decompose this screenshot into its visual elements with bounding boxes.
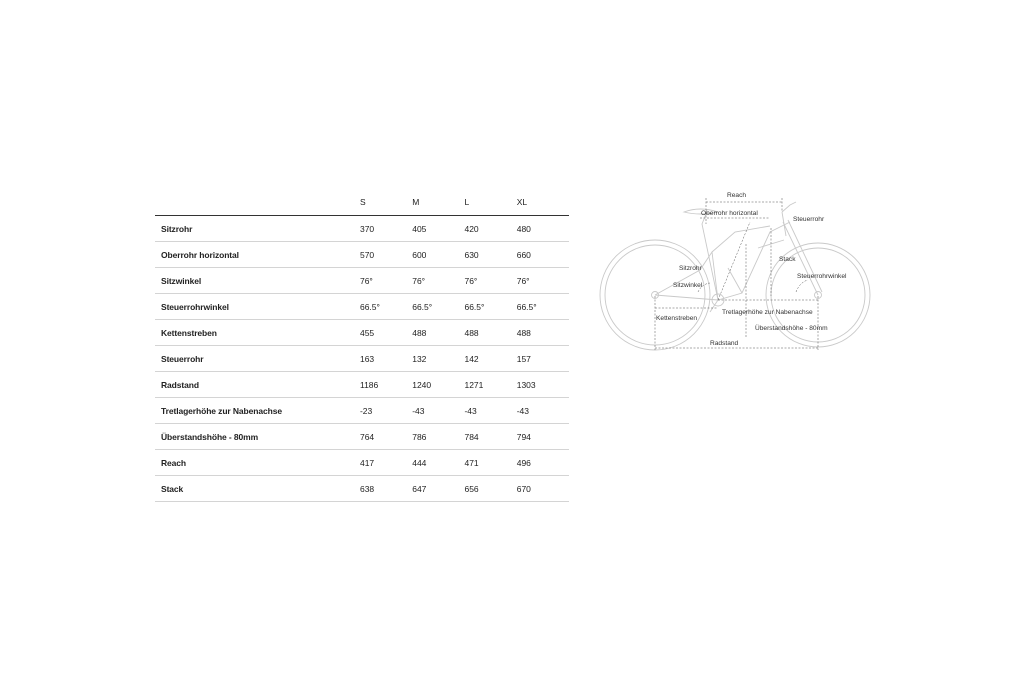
label-stack: Stack <box>779 256 796 263</box>
cell-value: 76° <box>360 268 412 294</box>
cell-value: 417 <box>360 450 412 476</box>
cell-value: 66.5° <box>412 294 464 320</box>
cell-value: 66.5° <box>360 294 412 320</box>
table-row <box>155 268 569 294</box>
cell-value: 784 <box>464 424 516 450</box>
cell-value: 471 <box>464 450 516 476</box>
size-header-s: S <box>360 188 412 216</box>
size-header-m: M <box>412 188 464 216</box>
table-row <box>155 476 569 502</box>
label-reach: Reach <box>727 192 747 199</box>
cell-value: 444 <box>412 450 464 476</box>
cell-value: 370 <box>360 216 412 242</box>
cell-value: 670 <box>517 476 569 502</box>
label-oberrohr: Oberrohr horizontal <box>701 210 758 217</box>
cell-value: -43 <box>517 398 569 424</box>
geometry-table <box>155 188 569 502</box>
cell-value: 66.5° <box>517 294 569 320</box>
table-header-row <box>155 188 569 216</box>
row-label: Kettenstreben <box>155 320 360 346</box>
cell-value: 157 <box>517 346 569 372</box>
cell-value: 163 <box>360 346 412 372</box>
table-row <box>155 216 569 242</box>
dimension-labels <box>656 192 847 347</box>
cell-value: 570 <box>360 242 412 268</box>
table-row <box>155 372 569 398</box>
cell-value: 488 <box>464 320 516 346</box>
cell-value: 496 <box>517 450 569 476</box>
cell-value: 76° <box>517 268 569 294</box>
label-ueberstand: Überstandshöhe - 80mm <box>755 325 828 332</box>
header-spacer <box>155 188 360 216</box>
row-label: Radstand <box>155 372 360 398</box>
label-steuerrohr: Steuerrohr <box>793 216 825 223</box>
cell-value: 76° <box>464 268 516 294</box>
table-row <box>155 424 569 450</box>
size-header-xl: XL <box>517 188 569 216</box>
cell-value: 764 <box>360 424 412 450</box>
cell-value: 638 <box>360 476 412 502</box>
size-header-l: L <box>464 188 516 216</box>
cell-value: -23 <box>360 398 412 424</box>
cell-value: 66.5° <box>464 294 516 320</box>
cell-value: 455 <box>360 320 412 346</box>
cell-value: 76° <box>412 268 464 294</box>
label-sitzwinkel: Sitzwinkel <box>673 282 703 289</box>
table-row <box>155 294 569 320</box>
row-label: Sitzwinkel <box>155 268 360 294</box>
cell-value: 1240 <box>412 372 464 398</box>
row-label: Überstandshöhe - 80mm <box>155 424 360 450</box>
cell-value: 647 <box>412 476 464 502</box>
table-row <box>155 346 569 372</box>
label-sitzrohr: Sitzrohr <box>679 265 702 272</box>
cell-value: 786 <box>412 424 464 450</box>
cell-value: 1303 <box>517 372 569 398</box>
label-radstand: Radstand <box>710 340 739 347</box>
row-label: Reach <box>155 450 360 476</box>
cell-value: 656 <box>464 476 516 502</box>
label-tretlager: Tretlagerhöhe zur Nabenachse <box>722 309 813 316</box>
cell-value: 480 <box>517 216 569 242</box>
cell-value: 488 <box>517 320 569 346</box>
row-label: Sitzrohr <box>155 216 360 242</box>
cell-value: 1271 <box>464 372 516 398</box>
label-steuerrohrwinkel: Steuerrohrwinkel <box>797 273 847 280</box>
cell-value: 794 <box>517 424 569 450</box>
table-row <box>155 242 569 268</box>
table-row <box>155 398 569 424</box>
cell-value: 1186 <box>360 372 412 398</box>
cell-value: 488 <box>412 320 464 346</box>
cell-value: -43 <box>464 398 516 424</box>
row-label: Steuerrohr <box>155 346 360 372</box>
cell-value: -43 <box>412 398 464 424</box>
bike-geometry-diagram <box>596 186 876 351</box>
table-row <box>155 450 569 476</box>
row-label: Oberrohr horizontal <box>155 242 360 268</box>
cell-value: 420 <box>464 216 516 242</box>
cell-value: 600 <box>412 242 464 268</box>
row-label: Tretlagerhöhe zur Nabenachse <box>155 398 360 424</box>
cell-value: 142 <box>464 346 516 372</box>
row-label: Stack <box>155 476 360 502</box>
label-kettenstreben: Kettenstreben <box>656 315 698 322</box>
cell-value: 660 <box>517 242 569 268</box>
cell-value: 630 <box>464 242 516 268</box>
table-row <box>155 320 569 346</box>
row-label: Steuerrohrwinkel <box>155 294 360 320</box>
cell-value: 132 <box>412 346 464 372</box>
cell-value: 405 <box>412 216 464 242</box>
